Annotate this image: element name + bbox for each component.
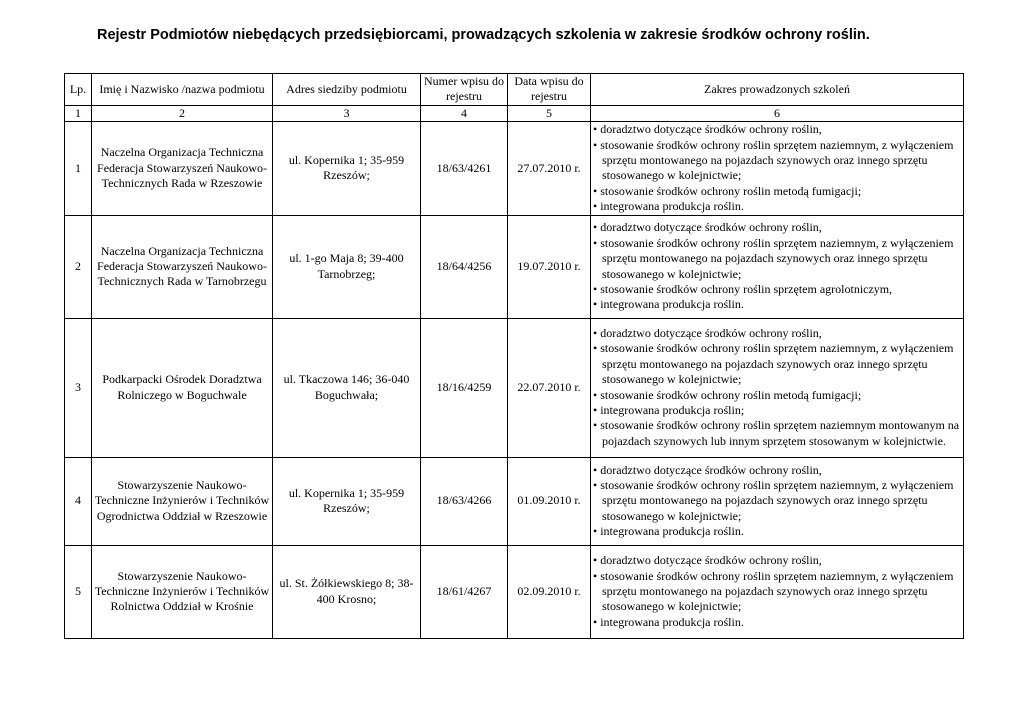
cell-lp: 4 bbox=[65, 457, 92, 545]
header-number: Numer wpisu do rejestru bbox=[421, 74, 508, 106]
cell-date: 02.09.2010 r. bbox=[508, 545, 591, 638]
scope-item: • integrowana produkcja roślin. bbox=[593, 199, 744, 214]
scope-item: • stosowanie środków ochrony roślin sprzętem agrolotniczym, bbox=[593, 282, 893, 297]
column-number: 5 bbox=[508, 105, 591, 121]
header-lp: Lp. bbox=[65, 74, 92, 106]
scope-item: • stosowanie środków ochrony roślin metodą fumigacji; bbox=[593, 387, 862, 402]
column-number: 2 bbox=[92, 105, 273, 121]
table-row bbox=[65, 122, 964, 215]
header-row bbox=[65, 74, 964, 106]
page-title: Rejestr Podmiotów niebędących przedsiębiorcami, prowadzących szkolenia w zakresie środków ochrony roślin. bbox=[97, 27, 870, 43]
cell-date: 01.09.2010 r. bbox=[508, 457, 591, 545]
scope-item: • stosowanie środków ochrony roślin sprzętem naziemnym, z wyłączeniem sprzętu montowanego na pojazdach szynowych oraz innego sprzętu stosowanego w kolejnictwie; bbox=[593, 341, 954, 387]
cell-lp: 3 bbox=[65, 318, 92, 457]
column-number: 1 bbox=[65, 105, 92, 121]
column-number: 6 bbox=[591, 105, 964, 121]
column-number-row bbox=[65, 105, 964, 121]
scope-item: • doradztwo dotyczące środków ochrony roślin, bbox=[593, 462, 822, 477]
cell-number: 18/63/4266 bbox=[421, 457, 508, 545]
scope-item: • doradztwo dotyczące środków ochrony roślin, bbox=[593, 220, 822, 235]
cell-scope bbox=[591, 545, 964, 638]
table-row bbox=[65, 545, 964, 638]
cell-name: Stowarzyszenie Naukowo-Techniczne Inżynierów i Techników Rolnictwa Oddział w Krośnie bbox=[92, 545, 273, 638]
cell-address: ul. Kopernika 1; 35-959 Rzeszów; bbox=[273, 457, 421, 545]
register-table bbox=[64, 73, 964, 639]
scope-item: • integrowana produkcja roślin. bbox=[593, 297, 744, 312]
table-row bbox=[65, 457, 964, 545]
cell-number: 18/64/4256 bbox=[421, 215, 508, 318]
header-date: Data wpisu do rejestru bbox=[508, 74, 591, 106]
cell-address: ul. Tkaczowa 146; 36-040 Boguchwała; bbox=[273, 318, 421, 457]
cell-lp: 5 bbox=[65, 545, 92, 638]
scope-item: • integrowana produkcja roślin. bbox=[593, 524, 744, 539]
cell-scope bbox=[591, 318, 964, 457]
column-number: 3 bbox=[273, 105, 421, 121]
cell-date: 19.07.2010 r. bbox=[508, 215, 591, 318]
scope-item: • stosowanie środków ochrony roślin sprzętem naziemnym, z wyłączeniem sprzętu montowanego na pojazdach szynowych oraz innego sprzętu stosowanego w kolejnictwie; bbox=[593, 235, 954, 281]
cell-name: Podkarpacki Ośrodek Doradztwa Rolniczego w Boguchwale bbox=[92, 318, 273, 457]
scope-item: • integrowana produkcja roślin; bbox=[593, 403, 745, 418]
scope-item: • stosowanie środków ochrony roślin metodą fumigacji; bbox=[593, 183, 862, 198]
table-row bbox=[65, 215, 964, 318]
cell-name: Stowarzyszenie Naukowo-Techniczne Inżynierów i Techników Ogrodnictwa Oddział w Rzeszowie bbox=[92, 457, 273, 545]
cell-scope bbox=[591, 457, 964, 545]
scope-item: • stosowanie środków ochrony roślin sprzętem naziemnym, z wyłączeniem sprzętu montowanego na pojazdach szynowych oraz innego sprzętu stosowanego w kolejnictwie; bbox=[593, 568, 954, 614]
cell-number: 18/61/4267 bbox=[421, 545, 508, 638]
cell-scope bbox=[591, 122, 964, 215]
header-scope: Zakres prowadzonych szkoleń bbox=[591, 74, 964, 106]
cell-scope bbox=[591, 215, 964, 318]
cell-lp: 2 bbox=[65, 215, 92, 318]
cell-address: ul. 1-go Maja 8; 39-400 Tarnobrzeg; bbox=[273, 215, 421, 318]
cell-name: Naczelna Organizacja Techniczna Federacja Stowarzyszeń Naukowo-Technicznych Rada w Tarnobrzegu bbox=[92, 215, 273, 318]
cell-date: 27.07.2010 r. bbox=[508, 122, 591, 215]
header-address: Adres siedziby podmiotu bbox=[273, 74, 421, 106]
cell-name: Naczelna Organizacja Techniczna Federacja Stowarzyszeń Naukowo-Technicznych Rada w Rzeszowie bbox=[92, 122, 273, 215]
scope-item: • doradztwo dotyczące środków ochrony roślin, bbox=[593, 553, 822, 568]
table-row bbox=[65, 318, 964, 457]
header-name: Imię i Nazwisko /nazwa podmiotu bbox=[92, 74, 273, 106]
scope-item: • integrowana produkcja roślin. bbox=[593, 614, 744, 629]
cell-address: ul. Kopernika 1; 35-959 Rzeszów; bbox=[273, 122, 421, 215]
cell-date: 22.07.2010 r. bbox=[508, 318, 591, 457]
cell-lp: 1 bbox=[65, 122, 92, 215]
scope-item: • doradztwo dotyczące środków ochrony roślin, bbox=[593, 326, 822, 341]
cell-number: 18/63/4261 bbox=[421, 122, 508, 215]
scope-item: • doradztwo dotyczące środków ochrony roślin, bbox=[593, 122, 822, 137]
scope-item: • stosowanie środków ochrony roślin sprzętem naziemnym, z wyłączeniem sprzętu montowanego na pojazdach szynowych oraz innego sprzętu stosowanego w kolejnictwie; bbox=[593, 137, 954, 183]
cell-address: ul. St. Żółkiewskiego 8; 38-400 Krosno; bbox=[273, 545, 421, 638]
scope-item: • stosowanie środków ochrony roślin sprzętem naziemnym, z wyłączeniem sprzętu montowanego na pojazdach szynowych oraz innego sprzętu stosowanego w kolejnictwie; bbox=[593, 478, 954, 523]
column-number: 4 bbox=[421, 105, 508, 121]
cell-number: 18/16/4259 bbox=[421, 318, 508, 457]
scope-item: • stosowanie środków ochrony roślin sprzętem naziemnym montowanym na pojazdach szynowych lub innym sprzętem stosowanym w kolejnictwie. bbox=[593, 418, 960, 448]
